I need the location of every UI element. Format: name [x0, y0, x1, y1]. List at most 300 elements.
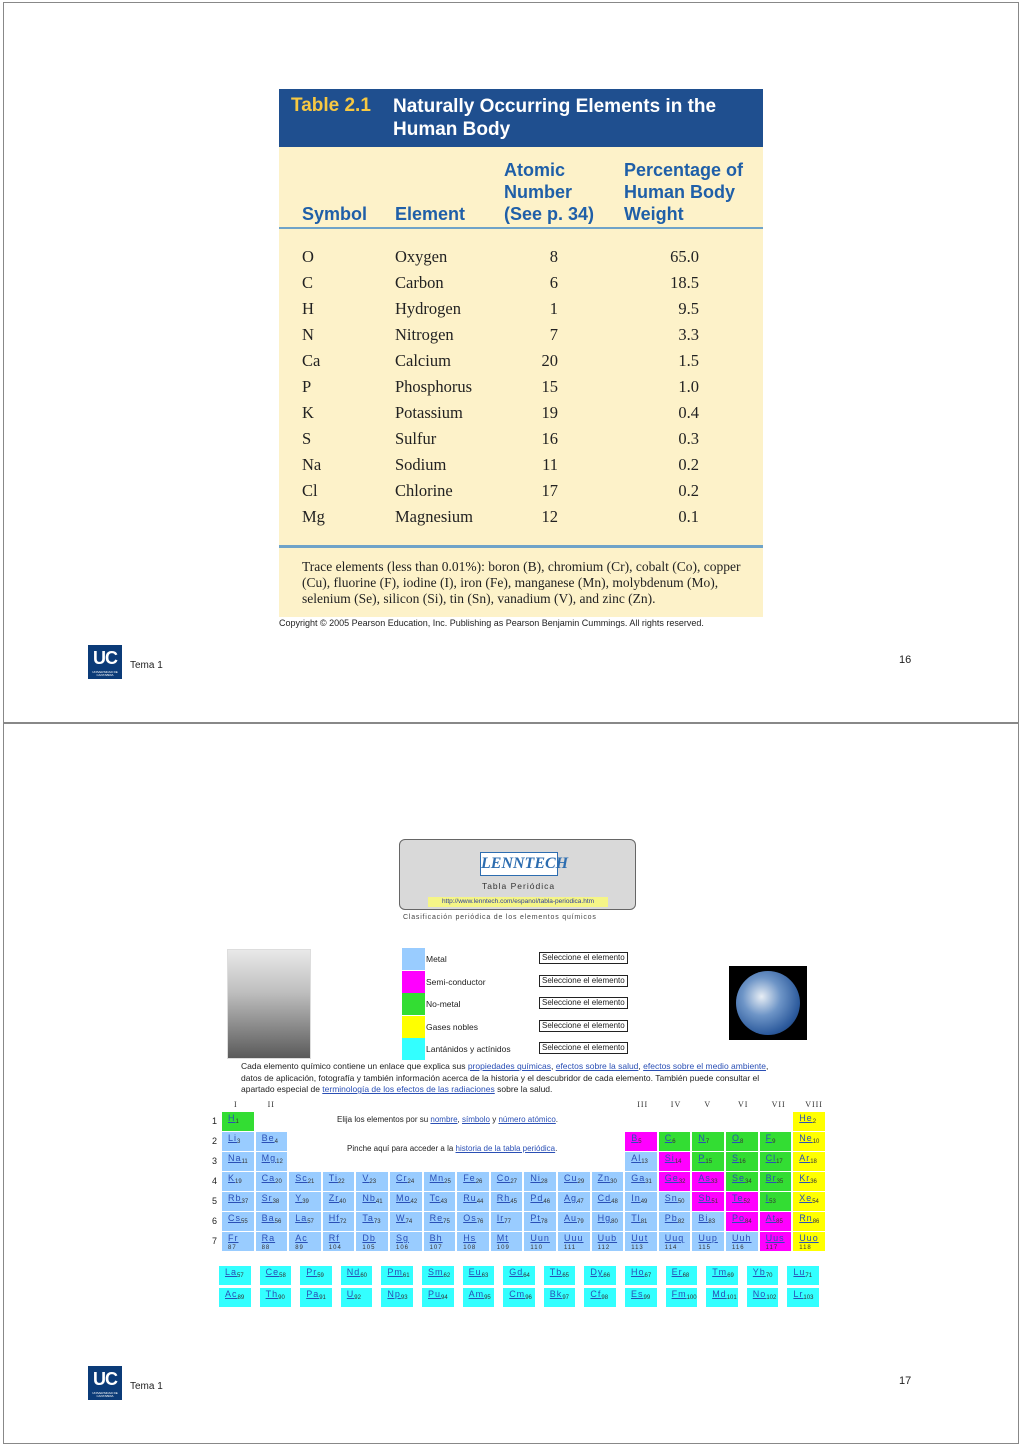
element-cell-Uub[interactable]: [592, 1232, 624, 1251]
element-symbol[interactable]: Ho: [631, 1267, 645, 1277]
element-cell-At[interactable]: [760, 1212, 792, 1231]
lenntech-url[interactable]: http://www.lenntech.com/espanol/tabla-periodica.htm: [428, 897, 608, 907]
element-cell-Uun[interactable]: [524, 1232, 556, 1251]
element-symbol[interactable]: Ti: [328, 1173, 338, 1183]
element-cell-K[interactable]: [222, 1172, 254, 1191]
element-symbol[interactable]: Co: [496, 1173, 511, 1183]
element-cell-Uus[interactable]: [760, 1232, 792, 1251]
element-cell-Ca[interactable]: [256, 1172, 288, 1191]
element-symbol[interactable]: Ac: [295, 1233, 308, 1243]
element-symbol[interactable]: Au: [564, 1213, 578, 1223]
element-cell-Ar[interactable]: [793, 1152, 825, 1171]
element-cell-Fe[interactable]: [457, 1172, 489, 1191]
element-symbol[interactable]: Cu: [564, 1173, 578, 1183]
element-symbol[interactable]: Rn: [799, 1213, 813, 1223]
element-cell-Yb[interactable]: [747, 1266, 779, 1285]
legend-swatch: [402, 1038, 425, 1060]
element-cell-Ag[interactable]: [558, 1192, 590, 1211]
element-symbol[interactable]: Si: [664, 1153, 675, 1163]
legend-label: Gases nobles: [426, 1021, 478, 1032]
element-symbol[interactable]: Uuh: [732, 1233, 752, 1243]
element-cell-Tl[interactable]: [625, 1212, 657, 1231]
element-symbol[interactable]: Sg: [396, 1233, 410, 1243]
element-symbol[interactable]: Pu: [428, 1289, 442, 1299]
element-symbol[interactable]: Np: [387, 1289, 401, 1299]
element-symbol[interactable]: Pa: [306, 1289, 320, 1299]
element-cell-Au[interactable]: [558, 1212, 590, 1231]
element-cell-Lu[interactable]: [787, 1266, 819, 1285]
element-symbol[interactable]: Te: [732, 1193, 744, 1203]
element-symbol[interactable]: Bh: [429, 1233, 443, 1243]
cell-symbol: Cl: [302, 481, 318, 500]
element-symbol[interactable]: Se: [732, 1173, 746, 1183]
element-symbol[interactable]: Pm: [387, 1267, 403, 1277]
element-cell-Cr[interactable]: [390, 1172, 422, 1191]
element-symbol[interactable]: Y: [295, 1193, 303, 1203]
element-symbol[interactable]: U: [346, 1289, 355, 1299]
element-cell-Fm[interactable]: [666, 1288, 698, 1307]
lenntech-logo[interactable]: LENNTECH: [480, 852, 558, 876]
atomic-number: 87: [228, 1245, 237, 1251]
element-symbol[interactable]: Sb: [698, 1193, 712, 1203]
element-symbol[interactable]: Cs: [228, 1213, 241, 1223]
element-cell-C[interactable]: [659, 1132, 691, 1151]
element-cell-Uut[interactable]: [625, 1232, 657, 1251]
element-cell-Uuo[interactable]: [793, 1232, 825, 1251]
link-environment-effects[interactable]: efectos sobre el medio ambiente: [643, 1061, 767, 1071]
element-symbol[interactable]: Uuq: [664, 1233, 685, 1243]
atomic-number: 23: [369, 1179, 377, 1185]
legend-label: Lantánidos y actínidos: [426, 1044, 511, 1054]
element-cell-Lr[interactable]: [787, 1288, 819, 1307]
element-symbol[interactable]: Tl: [631, 1213, 641, 1223]
element-cell-Hs[interactable]: [457, 1232, 489, 1251]
element-cell-Hf[interactable]: [323, 1212, 355, 1231]
element-cell-Bk[interactable]: [544, 1288, 576, 1307]
period-label: 1: [212, 1116, 218, 1126]
element-cell-Ra[interactable]: [256, 1232, 288, 1251]
element-cell-Zr[interactable]: [323, 1192, 355, 1211]
element-cell-Ho[interactable]: [625, 1266, 657, 1285]
element-cell-Cm[interactable]: [503, 1288, 535, 1307]
element-cell-Pu[interactable]: [422, 1288, 454, 1307]
element-symbol[interactable]: Lu: [793, 1267, 806, 1277]
element-symbol[interactable]: Tc: [429, 1193, 441, 1203]
element-symbol[interactable]: Cd: [597, 1193, 612, 1203]
element-cell-Ge[interactable]: [659, 1172, 691, 1191]
element-symbol[interactable]: No: [752, 1289, 767, 1299]
cell-percentage: 1.0: [678, 377, 699, 396]
atomic-number: 68: [682, 1273, 690, 1279]
element-symbol[interactable]: Md: [712, 1289, 727, 1299]
element-symbol[interactable]: Uun: [530, 1233, 550, 1243]
atomic-number: 88: [261, 1245, 271, 1251]
element-cell-Na[interactable]: [222, 1152, 254, 1171]
element-symbol[interactable]: Zn: [597, 1173, 611, 1183]
element-cell-In[interactable]: [625, 1192, 657, 1211]
element-symbol[interactable]: Hs: [463, 1233, 477, 1243]
element-select[interactable]: Seleccione el elemento: [539, 1042, 628, 1054]
element-cell-Ni[interactable]: [524, 1172, 556, 1191]
element-cell-Ti[interactable]: [323, 1172, 355, 1191]
element-cell-Si[interactable]: [659, 1152, 691, 1171]
element-cell-Ru[interactable]: [457, 1192, 489, 1211]
element-symbol[interactable]: Ir: [496, 1213, 505, 1223]
element-symbol[interactable]: Li: [228, 1133, 238, 1143]
element-select[interactable]: Seleccione el elemento: [539, 1020, 628, 1032]
element-symbol[interactable]: Cm: [509, 1289, 526, 1299]
element-cell-Uup[interactable]: [692, 1232, 724, 1251]
element-symbol[interactable]: Eu: [468, 1267, 482, 1277]
element-cell-Sr[interactable]: [256, 1192, 288, 1211]
element-cell-He[interactable]: [793, 1112, 825, 1131]
element-cell-Gd[interactable]: [503, 1266, 535, 1285]
element-symbol[interactable]: Fm: [671, 1289, 687, 1299]
element-cell-Pa[interactable]: [300, 1288, 332, 1307]
element-cell-Uuh[interactable]: [726, 1232, 758, 1251]
element-cell-No[interactable]: [747, 1288, 779, 1307]
cell-symbol: P: [302, 377, 312, 396]
element-symbol[interactable]: La: [295, 1213, 308, 1223]
element-cell-Eu[interactable]: [463, 1266, 495, 1285]
element-cell-Bi[interactable]: [692, 1212, 724, 1231]
element-symbol[interactable]: N: [698, 1133, 706, 1143]
element-cell-Fr[interactable]: [222, 1232, 254, 1251]
link-symbol[interactable]: símbolo: [461, 1115, 490, 1124]
element-cell-Ba[interactable]: [256, 1212, 288, 1231]
element-cell-Rn[interactable]: [793, 1212, 825, 1231]
element-symbol[interactable]: Uut: [631, 1233, 649, 1243]
atomic-number: 107: [429, 1245, 443, 1251]
element-cell-Se[interactable]: [726, 1172, 758, 1191]
element-cell-Ce[interactable]: [260, 1266, 292, 1285]
element-symbol[interactable]: At: [765, 1213, 777, 1223]
element-cell-Tb[interactable]: [544, 1266, 576, 1285]
element-cell-Ta[interactable]: [356, 1212, 388, 1231]
element-symbol[interactable]: Bk: [549, 1289, 563, 1299]
cell-atomic-number: 6: [549, 273, 558, 292]
element-cell-Pr[interactable]: [300, 1266, 332, 1285]
element-symbol[interactable]: Th: [265, 1289, 279, 1299]
element-symbol[interactable]: Uub: [597, 1233, 618, 1243]
element-cell-Cl[interactable]: [760, 1152, 792, 1171]
element-symbol[interactable]: V: [362, 1173, 370, 1183]
element-cell-Al[interactable]: [625, 1152, 657, 1171]
element-symbol[interactable]: O: [732, 1133, 741, 1143]
element-cell-Nb[interactable]: [356, 1192, 388, 1211]
element-symbol[interactable]: Uuu: [564, 1233, 584, 1243]
atomic-number: 46: [543, 1199, 551, 1205]
element-select[interactable]: Seleccione el elemento: [539, 975, 628, 987]
element-cell-I[interactable]: [760, 1192, 792, 1211]
uc-logo: [88, 645, 122, 679]
element-cell-Pm[interactable]: [381, 1266, 413, 1285]
element-symbol[interactable]: Sr: [261, 1193, 273, 1203]
element-symbol[interactable]: Uuo: [799, 1233, 819, 1243]
element-symbol[interactable]: Yb: [752, 1267, 766, 1277]
atomic-number: 7: [705, 1139, 710, 1145]
atomic-number: 49: [640, 1199, 648, 1205]
element-cell-Uuq[interactable]: [659, 1232, 691, 1251]
element-symbol[interactable]: Ni: [530, 1173, 541, 1183]
element-symbol[interactable]: La: [225, 1267, 238, 1277]
element-symbol[interactable]: In: [631, 1193, 641, 1203]
period-label: 5: [212, 1196, 218, 1206]
intro-text-part: , datos de aplicación, fotografía y también información acerca de la historia y el descubridor de cada elemento. También puede consultar el apartado especial de: [241, 1061, 769, 1094]
atomic-number: 47: [577, 1199, 584, 1205]
element-symbol[interactable]: Zr: [328, 1193, 340, 1203]
link-radiation-terminology[interactable]: terminología de los efectos de las radiaciones: [322, 1084, 495, 1094]
element-select[interactable]: Seleccione el elemento: [539, 952, 628, 964]
element-symbol[interactable]: As: [698, 1173, 711, 1183]
element-cell-Ga[interactable]: [625, 1172, 657, 1191]
element-symbol[interactable]: Tm: [712, 1267, 728, 1277]
element-cell-Sc[interactable]: [289, 1172, 321, 1191]
element-symbol[interactable]: Bi: [698, 1213, 709, 1223]
element-cell-Sg[interactable]: [390, 1232, 422, 1251]
element-symbol[interactable]: Cr: [396, 1173, 408, 1183]
element-cell-Cu[interactable]: [558, 1172, 590, 1191]
element-cell-Tm[interactable]: [706, 1266, 738, 1285]
element-cell-Rh[interactable]: [491, 1192, 523, 1211]
element-cell-As[interactable]: [692, 1172, 724, 1191]
element-cell-N[interactable]: [692, 1132, 724, 1151]
link-table-history[interactable]: historia de la tabla periódica: [455, 1144, 556, 1153]
element-cell-Sb[interactable]: [692, 1192, 724, 1211]
element-cell-Am[interactable]: [463, 1288, 495, 1307]
element-symbol[interactable]: S: [732, 1153, 740, 1163]
element-cell-Re[interactable]: [424, 1212, 456, 1231]
cell-percentage: 0.2: [678, 455, 699, 474]
element-cell-La[interactable]: [289, 1212, 321, 1231]
element-symbol[interactable]: Ce: [265, 1267, 280, 1277]
atomic-number: 106: [396, 1245, 410, 1251]
element-symbol[interactable]: Re: [429, 1213, 444, 1223]
atomic-number: 94: [441, 1295, 448, 1301]
element-symbol[interactable]: Hf: [328, 1213, 340, 1223]
element-cell-Mn[interactable]: [424, 1172, 456, 1191]
element-cell-Po[interactable]: [726, 1212, 758, 1231]
element-cell-F[interactable]: [760, 1132, 792, 1151]
element-cell-Th[interactable]: [260, 1288, 292, 1307]
element-cell-Rf[interactable]: [323, 1232, 355, 1251]
element-symbol[interactable]: Pr: [306, 1267, 318, 1277]
atomic-number: 45: [510, 1199, 517, 1205]
element-symbol[interactable]: Ge: [664, 1173, 679, 1183]
element-symbol[interactable]: Sn: [664, 1193, 678, 1203]
element-symbol[interactable]: Ca: [261, 1173, 276, 1183]
cell-element: Chlorine: [395, 481, 453, 500]
element-cell-Te[interactable]: [726, 1192, 758, 1211]
link-atomic-number[interactable]: número atómico: [498, 1115, 556, 1124]
element-symbol[interactable]: Db: [362, 1233, 376, 1243]
element-cell-Sm[interactable]: [422, 1266, 454, 1285]
element-cell-Bh[interactable]: [424, 1232, 456, 1251]
element-symbol[interactable]: Ba: [261, 1213, 275, 1223]
element-cell-Hg[interactable]: [592, 1212, 624, 1231]
element-symbol[interactable]: Pd: [530, 1193, 544, 1203]
element-symbol[interactable]: Os: [463, 1213, 477, 1223]
element-symbol[interactable]: Uus: [765, 1233, 785, 1243]
element-symbol[interactable]: Sc: [295, 1173, 308, 1183]
element-cell-La[interactable]: [219, 1266, 251, 1285]
element-symbol[interactable]: Ra: [261, 1233, 276, 1243]
element-symbol[interactable]: Kr: [799, 1173, 811, 1183]
element-cell-Pt[interactable]: [524, 1212, 556, 1231]
element-symbol[interactable]: Pt: [530, 1213, 541, 1223]
element-symbol[interactable]: K: [228, 1173, 236, 1183]
element-cell-Tc[interactable]: [424, 1192, 456, 1211]
element-symbol[interactable]: Am: [468, 1289, 485, 1299]
element-symbol[interactable]: Ta: [362, 1213, 374, 1223]
element-cell-Y[interactable]: [289, 1192, 321, 1211]
cell-element: Potassium: [395, 403, 463, 422]
footer-rule: [279, 545, 763, 548]
element-symbol[interactable]: Mn: [429, 1173, 445, 1183]
element-cell-P[interactable]: [692, 1152, 724, 1171]
element-symbol[interactable]: Ar: [799, 1153, 811, 1163]
atomic-number: 72: [339, 1219, 347, 1225]
cell-symbol: Na: [302, 455, 322, 474]
element-symbol[interactable]: Mt: [496, 1233, 509, 1243]
element-symbol[interactable]: He: [799, 1113, 813, 1123]
element-cell-O[interactable]: [726, 1132, 758, 1151]
element-symbol[interactable]: Rh: [496, 1193, 511, 1203]
element-cell-Cs[interactable]: [222, 1212, 254, 1231]
element-symbol[interactable]: Hg: [597, 1213, 612, 1223]
element-cell-Ac[interactable]: [289, 1232, 321, 1251]
element-symbol[interactable]: Nd: [346, 1267, 361, 1277]
atomic-number: 113: [631, 1245, 644, 1251]
element-cell-Co[interactable]: [491, 1172, 523, 1191]
element-symbol[interactable]: Ru: [463, 1193, 477, 1203]
element-cell-Ir[interactable]: [491, 1212, 523, 1231]
element-cell-Cf[interactable]: [584, 1288, 616, 1307]
element-cell-Os[interactable]: [457, 1212, 489, 1231]
element-symbol[interactable]: Be: [261, 1133, 275, 1143]
element-cell-H[interactable]: [222, 1112, 254, 1131]
link-name[interactable]: nombre: [430, 1115, 458, 1124]
element-cell-Br[interactable]: [760, 1172, 792, 1191]
atomic-number: 25: [444, 1179, 451, 1185]
element-cell-Rb[interactable]: [222, 1192, 254, 1211]
element-symbol[interactable]: Mo: [396, 1193, 411, 1203]
element-cell-Uuu[interactable]: [558, 1232, 590, 1251]
element-symbol[interactable]: Dy: [590, 1267, 604, 1277]
element-symbol[interactable]: Cf: [590, 1289, 602, 1299]
element-symbol[interactable]: Uup: [698, 1233, 718, 1243]
element-cell-U[interactable]: [341, 1288, 373, 1307]
element-symbol[interactable]: Gd: [509, 1267, 524, 1277]
element-cell-Pd[interactable]: [524, 1192, 556, 1211]
element-symbol[interactable]: B: [631, 1133, 639, 1143]
element-symbol[interactable]: P: [698, 1153, 706, 1163]
uc-logo-subtext: UNIVERSIDAD DE CANTABRIA: [92, 1391, 118, 1398]
element-symbol[interactable]: I: [765, 1193, 770, 1203]
link-health-effects[interactable]: efectos sobre la salud: [555, 1061, 639, 1071]
element-symbol[interactable]: Nb: [362, 1193, 376, 1203]
atomic-number: 13: [641, 1159, 648, 1165]
element-cell-Dy[interactable]: [584, 1266, 616, 1285]
element-cell-Zn[interactable]: [592, 1172, 624, 1191]
atomic-number: 78: [540, 1219, 548, 1225]
element-cell-B[interactable]: [625, 1132, 657, 1151]
element-cell-Er[interactable]: [666, 1266, 698, 1285]
element-symbol[interactable]: W: [396, 1213, 406, 1223]
atomic-number: 43: [440, 1199, 448, 1205]
element-symbol[interactable]: Na: [228, 1153, 242, 1163]
element-cell-S[interactable]: [726, 1152, 758, 1171]
element-cell-Kr[interactable]: [793, 1172, 825, 1191]
atomic-number: 117: [765, 1245, 779, 1251]
element-symbol[interactable]: Sm: [428, 1267, 444, 1277]
element-cell-Ac[interactable]: [219, 1288, 251, 1307]
element-cell-Be[interactable]: [256, 1132, 288, 1151]
element-symbol[interactable]: Es: [631, 1289, 644, 1299]
element-symbol[interactable]: Pb: [664, 1213, 678, 1223]
element-symbol[interactable]: Rb: [228, 1193, 242, 1203]
link-chemical-properties[interactable]: propiedades químicas: [467, 1061, 551, 1071]
element-symbol[interactable]: Ne: [799, 1133, 813, 1143]
atomic-number: 97: [562, 1295, 569, 1301]
element-symbol[interactable]: C: [664, 1133, 673, 1143]
element-symbol[interactable]: Tb: [549, 1267, 563, 1277]
element-symbol[interactable]: Br: [765, 1173, 777, 1183]
element-cell-Sn[interactable]: [659, 1192, 691, 1211]
element-symbol[interactable]: Fr: [228, 1233, 239, 1243]
element-symbol[interactable]: Mg: [261, 1153, 277, 1163]
element-select[interactable]: Seleccione el elemento: [539, 997, 628, 1009]
element-cell-V[interactable]: [356, 1172, 388, 1191]
atomic-number: 92: [354, 1295, 361, 1301]
element-symbol[interactable]: Po: [732, 1213, 746, 1223]
element-symbol[interactable]: Al: [631, 1153, 642, 1163]
element-cell-W[interactable]: [390, 1212, 422, 1231]
element-cell-Np[interactable]: [381, 1288, 413, 1307]
element-cell-Db[interactable]: [356, 1232, 388, 1251]
element-symbol[interactable]: Xe: [799, 1193, 813, 1203]
group-label: VII: [771, 1100, 786, 1109]
element-cell-Nd[interactable]: [341, 1266, 373, 1285]
element-cell-Mg[interactable]: [256, 1152, 288, 1171]
element-symbol[interactable]: Rf: [328, 1233, 340, 1243]
element-cell-Xe[interactable]: [793, 1192, 825, 1211]
uc-logo-text: UC: [93, 648, 117, 668]
element-cell-Cd[interactable]: [592, 1192, 624, 1211]
element-cell-Ne[interactable]: [793, 1132, 825, 1151]
element-cell-Es[interactable]: [625, 1288, 657, 1307]
atomic-number: 108: [463, 1245, 477, 1251]
element-symbol[interactable]: F: [765, 1133, 773, 1143]
element-cell-Pb[interactable]: [659, 1212, 691, 1231]
atomic-number: 111: [564, 1245, 577, 1251]
element-symbol[interactable]: H: [228, 1113, 236, 1123]
element-symbol[interactable]: Fe: [463, 1173, 476, 1183]
element-symbol[interactable]: Ga: [631, 1173, 646, 1183]
atomic-number: 64: [523, 1273, 530, 1279]
element-symbol[interactable]: Ag: [564, 1193, 578, 1203]
element-symbol[interactable]: Er: [671, 1267, 683, 1277]
element-cell-Li[interactable]: [222, 1132, 254, 1151]
element-symbol[interactable]: Ac: [225, 1289, 238, 1299]
cell-element: Sulfur: [395, 429, 437, 448]
element-cell-Md[interactable]: [706, 1288, 738, 1307]
cell-element: Magnesium: [395, 507, 473, 526]
element-symbol[interactable]: Lr: [793, 1289, 804, 1299]
element-cell-Mo[interactable]: [390, 1192, 422, 1211]
element-symbol[interactable]: Cl: [765, 1153, 777, 1163]
element-cell-Mt[interactable]: [491, 1232, 523, 1251]
